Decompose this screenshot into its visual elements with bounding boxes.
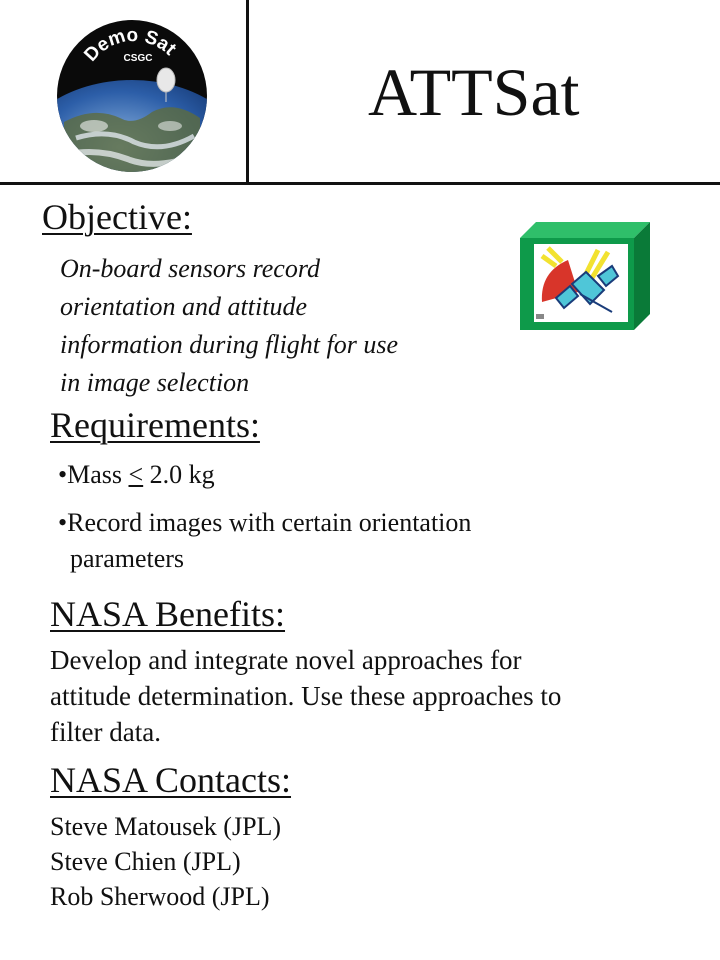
objective-line: information during flight for use	[60, 330, 399, 359]
logo-subtitle: CSGC	[123, 53, 153, 64]
requirement-orientation-line: •Record images with certain orientation	[58, 508, 472, 537]
requirement-orientation-line: parameters	[70, 544, 185, 573]
objective-line: orientation and attitude	[60, 292, 307, 321]
contact-item: Rob Sherwood (JPL)	[50, 882, 270, 911]
benefits-line: filter data.	[50, 717, 161, 747]
page-title: ATTSat	[368, 54, 580, 130]
contact-item: Steve Matousek (JPL)	[50, 812, 282, 841]
contact-item: Steve Chien (JPL)	[50, 847, 241, 876]
benefits-line: Develop and integrate novel approaches for	[50, 645, 522, 675]
objective-text	[60, 250, 490, 402]
requirement-mass-prefix: •Mass	[58, 460, 129, 489]
objective-line: in image selection	[60, 368, 250, 397]
benefits-line: attitude determination. Use these approaches to	[50, 681, 562, 711]
requirement-mass-value: 2.0 kg	[143, 460, 215, 489]
objective-heading: Objective:	[42, 197, 192, 237]
requirement-orientation	[58, 505, 618, 577]
benefits-heading: NASA Benefits:	[50, 594, 286, 634]
less-than-or-equal-symbol: <	[128, 460, 144, 489]
logo-title: Demo Sat	[80, 24, 180, 66]
contacts-heading: NASA Contacts:	[50, 760, 292, 800]
objective-line: On-board sensors record	[60, 254, 320, 283]
contacts-list	[50, 809, 281, 914]
demosat-logo	[54, 14, 210, 174]
satellite-icon	[520, 222, 652, 332]
header-vertical-divider	[246, 0, 249, 184]
benefits-text	[50, 642, 690, 750]
requirement-mass	[58, 457, 215, 493]
header-horizontal-divider	[0, 182, 720, 185]
requirements-heading: Requirements:	[50, 405, 260, 445]
